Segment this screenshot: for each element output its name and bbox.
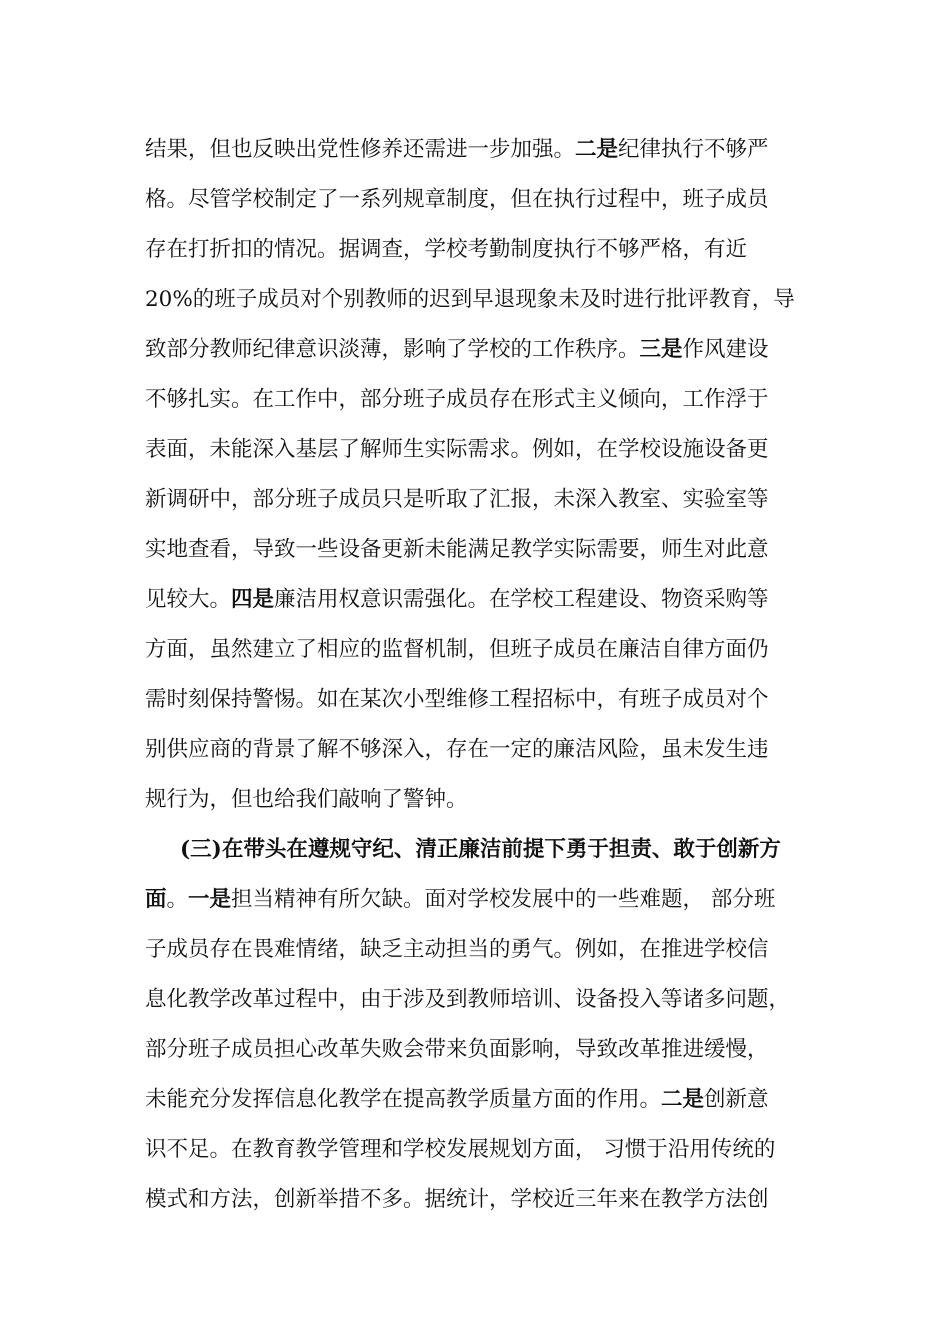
text-line: 新调研中，部分班子成员只是听取了汇报，未深入教室、实验室等 — [145, 487, 769, 512]
text-line: 存在打折扣的情况。据调查，学校考勤制度执行不够严格，有近 — [145, 237, 748, 262]
section-heading-line: (三)在带头在遵规守纪、清正廉洁前提下勇于担责、敢于创新方 — [180, 837, 781, 862]
text-line: 格。尽管学校制定了一系列规章制度，但在执行过程中，班子成员 — [145, 187, 769, 212]
text-line: 方面，虽然建立了相应的监督机制，但班子成员在廉洁自律方面仍 — [145, 637, 769, 662]
text-line: 见较大。四是廉洁用权意识需强化。在学校工程建设、物资采购等 — [145, 587, 769, 612]
text-line: 子成员存在畏难情绪，缺乏主动担当的勇气。例如，在推进学校信 — [145, 937, 769, 962]
text-line: 结果，但也反映出党性修养还需进一步加强。二是纪律执行不够严 — [145, 137, 769, 162]
text-line: 面。一是担当精神有所欠缺。面对学校发展中的一些难题， 部分班 — [145, 887, 776, 912]
text-line: 规行为，但也给我们敲响了警钟。 — [145, 787, 468, 812]
text-line: 别供应商的背景了解不够深入，存在一定的廉洁风险，虽未发生违 — [145, 737, 769, 762]
text-line: 20%的班子成员对个别教师的迟到早退现象未及时进行批评教育，导 — [145, 287, 795, 312]
text-line: 模式和方法，创新举措不多。据统计，学校近三年来在教学方法创 — [145, 1187, 769, 1212]
text-line: 致部分教师纪律意识淡薄，影响了学校的工作秩序。三是作风建设 — [145, 337, 769, 362]
text-line: 表面，未能深入基层了解师生实际需求。例如，在学校设施设备更 — [145, 437, 769, 462]
text-line: 识不足。在教育教学管理和学校发展规划方面， 习惯于沿用传统的 — [145, 1137, 776, 1162]
text-line: 实地查看，导致一些设备更新未能满足教学实际需要，师生对此意 — [145, 537, 769, 562]
text-line: 部分班子成员担心改革失败会带来负面影响，导致改革推进缓慢， — [145, 1037, 769, 1062]
text-line: 息化教学改革过程中，由于涉及到教师培训、设备投入等诸多问题， — [145, 987, 791, 1012]
text-line: 需时刻保持警惕。如在某次小型维修工程招标中，有班子成员对个 — [145, 687, 769, 712]
text-line: 未能充分发挥信息化教学在提高教学质量方面的作用。二是创新意 — [145, 1087, 769, 1112]
text-line: 不够扎实。在工作中，部分班子成员存在形式主义倾向，工作浮于 — [145, 387, 769, 412]
